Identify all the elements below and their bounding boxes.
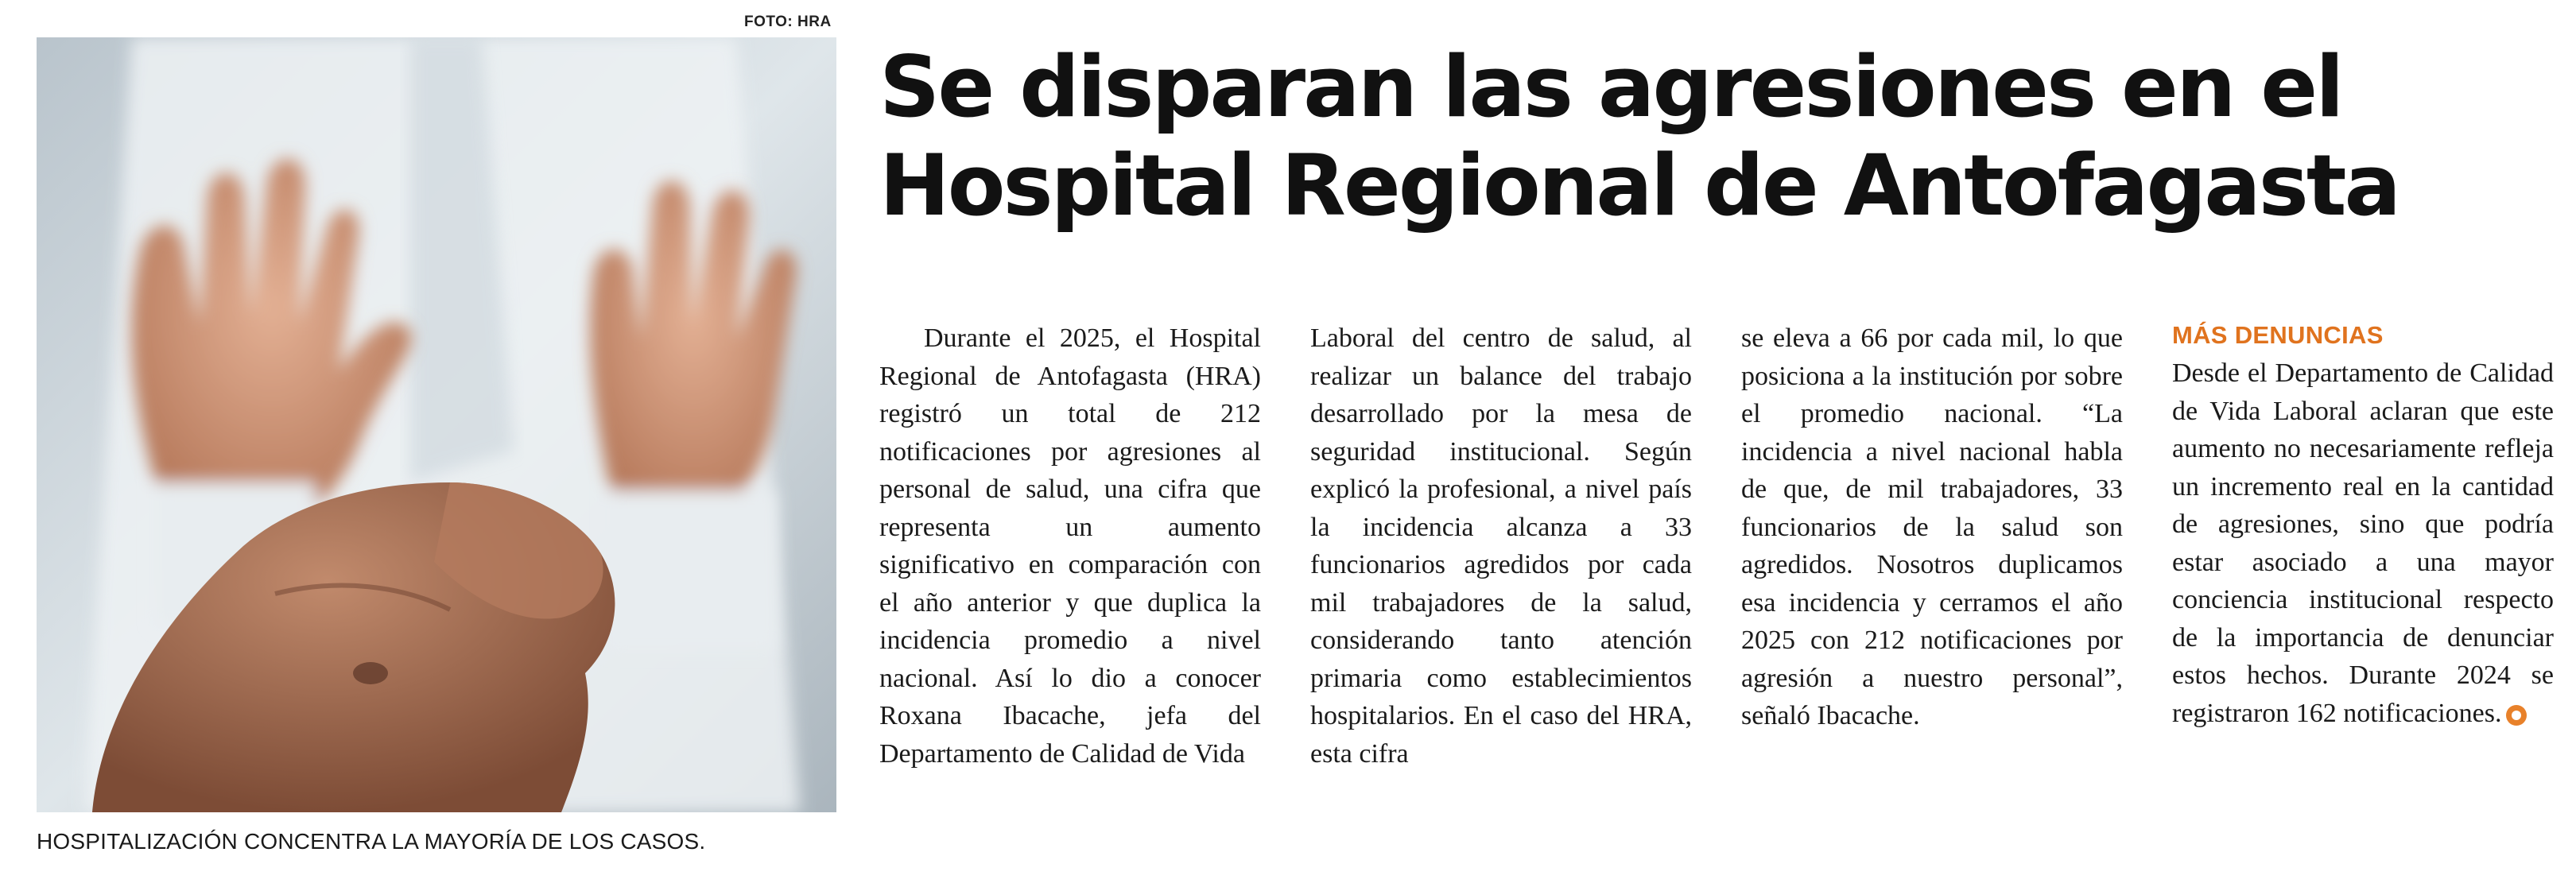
paragraph-continued: Laboral del centro de salud, al realizar un balance del trabajo desarrollado por la mesa de seguridad institucional. Según explicó la profesional, a nivel país la incidencia alcanza a 33 funcionarios agredidos por cada mil trabajadores de la salud, considerando tanto atención primaria como establecimientos hospitalarios. En el caso del HRA, esta cifra bbox=[1310, 323, 1692, 769]
end-of-article-icon bbox=[2506, 705, 2527, 726]
article-photo bbox=[37, 37, 836, 812]
photo-illustration bbox=[37, 37, 836, 812]
column-2 bbox=[1310, 320, 1692, 868]
section-heading: MÁS DENUNCIAS bbox=[2172, 321, 2384, 349]
article-body bbox=[879, 320, 2555, 868]
photo-credit: FOTO: HRA bbox=[744, 14, 832, 30]
column-4 bbox=[2172, 320, 2554, 868]
column-3 bbox=[1741, 320, 2123, 868]
column-1 bbox=[879, 320, 1261, 868]
headline: Se disparan las agresiones en el Hospital Regional de Antofagasta bbox=[879, 38, 2399, 234]
paragraph-closing bbox=[2172, 354, 2554, 732]
paragraph-intro: Durante el 2025, el Hospital Regional de Antofagasta (HRA) registró un total de 212 notificaciones por agresiones al personal de salud, una cifra que representa un aumento significativo en comparación con el año anterior y que duplica la incidencia promedio a nivel nacional. Así lo dio a conocer Roxana Ibacache, jefa del Departamento de Calidad de Vida bbox=[879, 323, 1261, 769]
closing-text: Desde el Departamento de Calidad de Vida Laboral aclaran que este aumento no necesariamente refleja un incremento real en la cantidad de agresiones, sino que podría estar asociado a una mayor conciencia institucional respecto de la importancia de denunciar estos hechos. Durante 2024 se registraron 162 notificaciones. bbox=[2172, 358, 2554, 728]
paragraph-quote: se eleva a 66 por cada mil, lo que posiciona a la institución por sobre el promedio nacional. “La incidencia a nivel nacional habla de que, de mil trabajadores, 33 funcionarios de la salud son agredidos. Nosotros duplicamos esa incidencia y cerramos el año 2025 con 212 notificaciones por agresión a nuestro personal”, señaló Ibacache. bbox=[1741, 323, 2123, 730]
photo-caption: HOSPITALIZACIÓN CONCENTRA LA MAYORÍA DE LOS CASOS. bbox=[37, 829, 706, 854]
